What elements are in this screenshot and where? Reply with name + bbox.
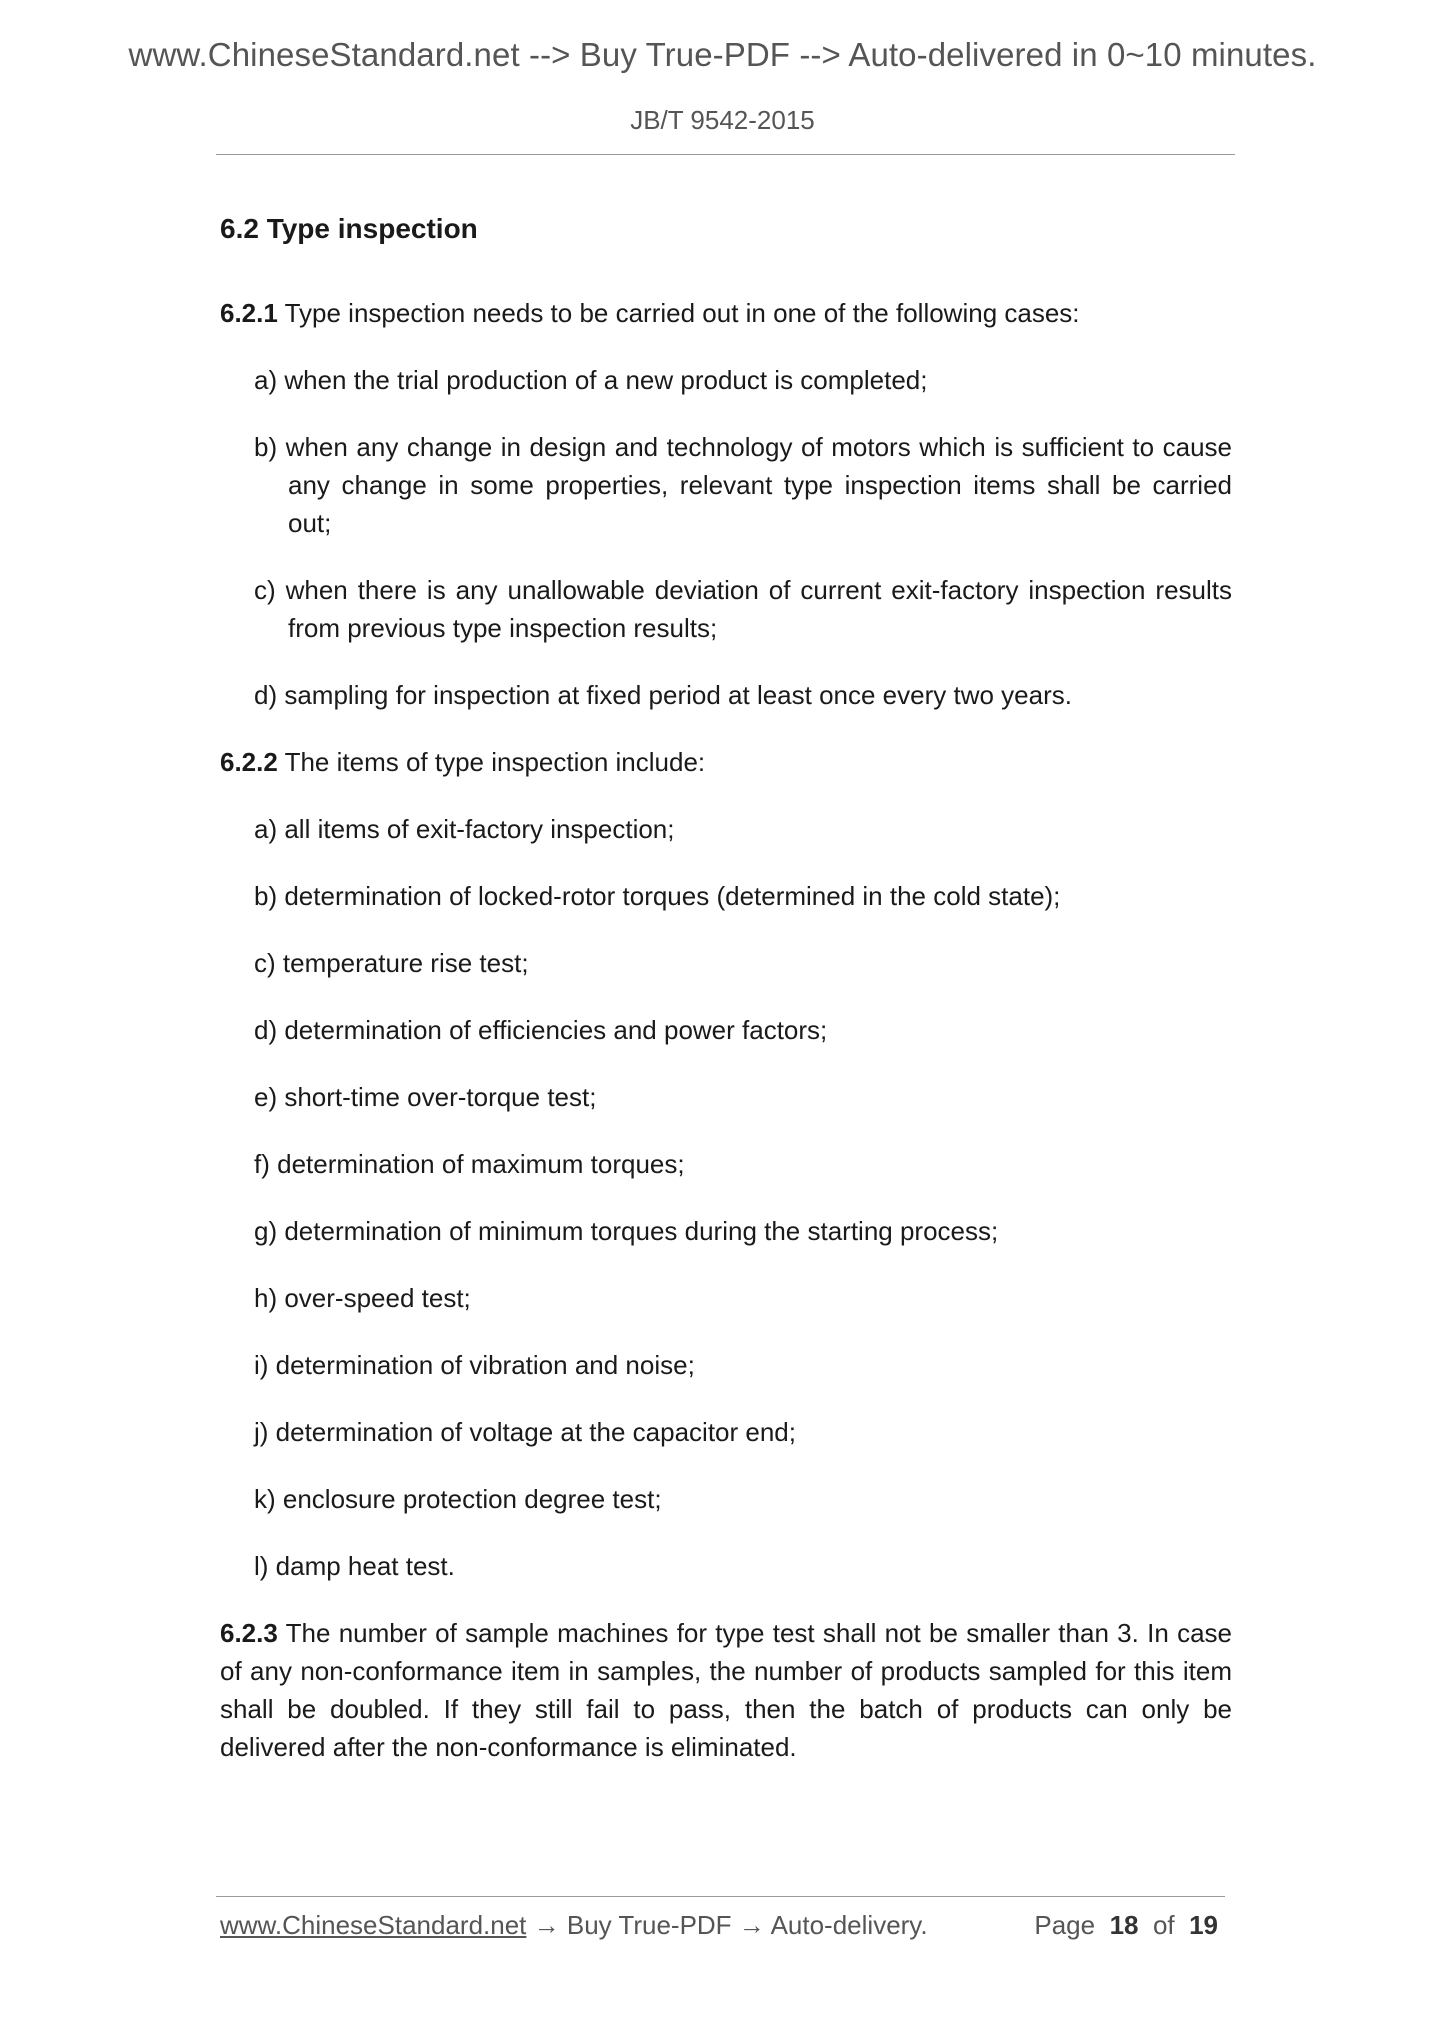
clause-number: 6.2.2 [220,747,278,777]
list-item: g) determination of minimum torques during the starting process; [254,1216,999,1246]
website-link[interactable]: www.ChineseStandard.net [220,1910,527,1940]
list-item: d) sampling for inspection at fixed period at least once every two years. [254,680,1072,710]
clause-text: The items of type inspection include: [277,747,706,777]
list-item: a) all items of exit-factory inspection; [254,814,675,844]
current-page: 18 [1109,1910,1139,1940]
clause-number: 6.2.3 [220,1618,278,1648]
list-item: e) short-time over-torque test; [254,1082,597,1112]
clause-6-2-2 [220,743,1232,781]
list-item: l) damp heat test. [254,1551,455,1581]
clause-6-2-1 [220,294,1232,332]
footer-tagline: → Buy True-PDF → Auto-delivery. [526,1910,928,1940]
page-content [220,210,1232,1795]
page-of-label: of [1152,1910,1175,1940]
clause-text: The number of sample machines for type test shall not be smaller than 3. In case of any non-conformance item in samples, the number of products sampled for this item shall be doubled. If they still fail to pass, then the batch of products can only be delivered after the non-conformance is eliminated. [220,1618,1232,1762]
list-item: b) determination of locked-rotor torques (determined in the cold state); [254,881,1061,911]
total-pages: 19 [1189,1910,1218,1940]
top-banner: www.ChineseStandard.net --> Buy True-PDF --> Auto-delivered in 0~10 minutes. [128,36,1317,73]
clause-number: 6.2.1 [220,298,278,328]
footer-divider [216,1896,1225,1897]
footer-left [220,1910,928,1941]
list-item: c) temperature rise test; [254,948,529,978]
clause-6-2-3 [220,1614,1232,1766]
clause-text: Type inspection needs to be carried out in one of the following cases: [277,298,1080,328]
list-item: i) determination of vibration and noise; [254,1350,695,1380]
page-label: Page [1034,1910,1096,1940]
header-divider [216,154,1235,155]
page-number [1034,1910,1218,1941]
list-item: c) when there is any unallowable deviation of current exit-factory inspection results from previous type inspection results; [254,575,1232,643]
list-item: f) determination of maximum torques; [254,1149,685,1179]
document-code: JB/T 9542-2015 [630,105,815,135]
list-item: k) enclosure protection degree test; [254,1484,662,1514]
list-item: h) over-speed test; [254,1283,471,1313]
list-item: j) determination of voltage at the capacitor end; [254,1417,796,1447]
list-item: a) when the trial production of a new product is completed; [254,365,928,395]
list-item: b) when any change in design and technology of motors which is sufficient to cause any change in some properties, relevant type inspection items shall be carried out; [254,432,1232,538]
section-heading: 6.2 Type inspection [220,213,478,244]
list-item: d) determination of efficiencies and power factors; [254,1015,828,1045]
